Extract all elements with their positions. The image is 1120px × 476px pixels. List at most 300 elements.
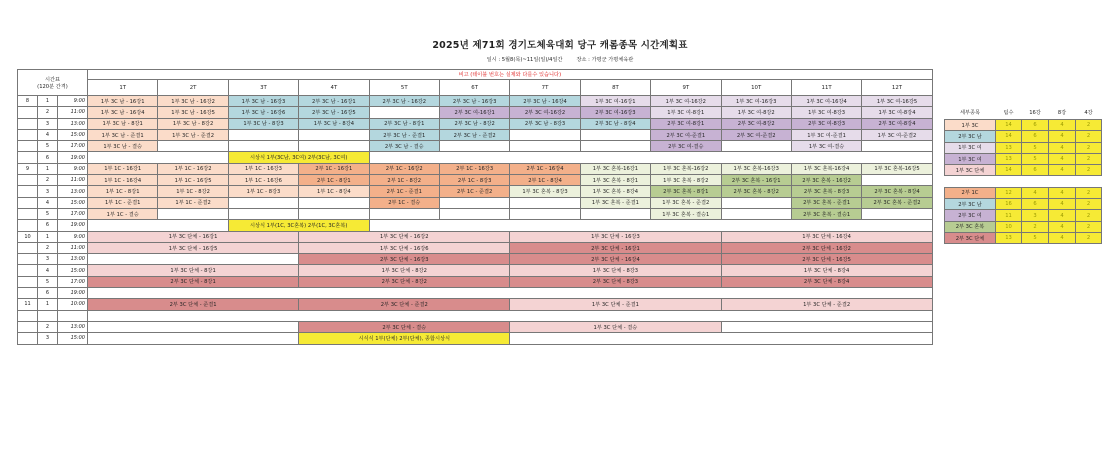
match-cell: [228, 208, 298, 219]
match-cell: 2부 3C 남 - 8강3: [510, 118, 580, 129]
day-cell: [18, 129, 38, 140]
round-cell: 5: [38, 276, 58, 287]
match-cell: 2부 3C 남 - 준결2: [439, 129, 509, 140]
match-cell: 2부 3C 혼복 - 16강1: [721, 175, 791, 186]
time-cell: 15:00: [58, 265, 88, 276]
count-cell: 14: [996, 165, 1022, 176]
match-cell: 1부 3C 혼복-16강3: [721, 163, 791, 174]
match-cell: 2부 3C 남 - 결승: [369, 141, 439, 152]
match-cell: 시식식 1부(단체) 2부(단체), 종합시상식: [299, 333, 510, 344]
day-cell: [18, 197, 38, 208]
round-cell: 1: [38, 231, 58, 242]
match-cell: 1부 3C 남 - 8강3: [228, 118, 298, 129]
table-number-header: 10T: [721, 80, 791, 96]
match-cell: 2부 3C 여-16강1: [439, 107, 509, 118]
count-cell: 5: [1022, 142, 1049, 153]
time-cell: 11:00: [58, 242, 88, 253]
count-cell: 11: [996, 210, 1022, 221]
match-cell: [299, 141, 369, 152]
match-cell: [369, 107, 439, 118]
match-cell: [88, 288, 933, 299]
match-cell: 1부 3C 혼복-16강5: [862, 163, 932, 174]
match-cell: 1부 3C 혼복 - 준결1: [580, 197, 650, 208]
time-cell: 15:00: [58, 129, 88, 140]
count-cell: 2: [1022, 221, 1049, 232]
match-cell: [721, 321, 932, 332]
schedule-row: [18, 265, 933, 276]
time-cell: 17:00: [58, 141, 88, 152]
match-cell: 1부 3C 단체 - 16강1: [88, 231, 299, 242]
match-cell: 1부 3C 남 - 16강5: [158, 107, 228, 118]
match-cell: 2부 3C 혼복 - 8강1: [651, 186, 721, 197]
match-cell: 1부 3C 혼복-16강1: [580, 163, 650, 174]
summary-header: 팀수: [1003, 109, 1014, 116]
match-cell: 1부 3C 혼복 - 8강2: [651, 175, 721, 186]
match-cell: [510, 208, 580, 219]
match-cell: 1부 3C 여-8강4: [862, 107, 932, 118]
match-cell: 1부 3C 여-8강1: [651, 107, 721, 118]
count-cell: 3: [1022, 210, 1049, 221]
day-cell: 9: [18, 163, 38, 174]
match-cell: 1부 3C 단체 - 16강2: [299, 231, 510, 242]
day-cell: [18, 276, 38, 287]
match-cell: [88, 333, 299, 344]
match-cell: 2부 3C 여-결승: [651, 141, 721, 152]
schedule-row: [18, 231, 933, 242]
match-cell: 1부 3C 남 - 8강2: [158, 118, 228, 129]
match-cell: 2부 3C 혼복 - 8강2: [721, 186, 791, 197]
match-cell: 2부 1C - 8강2: [369, 175, 439, 186]
header-note: 비고 (테이블 번호는 실제와 다를수 있습니다): [88, 70, 933, 80]
match-cell: 1부 3C 남 - 16강3: [228, 96, 298, 107]
count-cell: 2: [1076, 199, 1102, 210]
summary-row: [945, 221, 1102, 232]
match-cell: 1부 3C 여-16강2: [651, 96, 721, 107]
day-cell: [18, 208, 38, 219]
summary-header-row: [945, 105, 1102, 120]
round-cell: 5: [38, 141, 58, 152]
schedule-row: [18, 129, 933, 140]
count-cell: 2: [1076, 142, 1102, 153]
summary-row: [945, 153, 1102, 164]
table-number-row: [18, 80, 933, 96]
match-cell: [158, 141, 228, 152]
match-cell: 1부 1C - 준결2: [158, 197, 228, 208]
schedule-row: [18, 163, 933, 174]
summary-header: 16강: [1029, 109, 1041, 116]
count-cell: 4: [1022, 187, 1049, 198]
match-cell: 2부 3C 남 - 8강1: [369, 118, 439, 129]
count-cell: 10: [996, 221, 1022, 232]
summary-row: [945, 165, 1102, 176]
match-cell: 1부 1C - 8강1: [88, 186, 158, 197]
time-cell: 13:00: [58, 321, 88, 332]
count-cell: 6: [1022, 165, 1049, 176]
match-cell: 2부 3C 여-16강3: [580, 107, 650, 118]
match-cell: 2부 1C - 16강2: [369, 163, 439, 174]
summary-row: [945, 199, 1102, 210]
round-cell: 2: [38, 242, 58, 253]
table-number-header: 12T: [862, 80, 932, 96]
time-cell: 15:00: [58, 197, 88, 208]
count-cell: 2: [1076, 187, 1102, 198]
match-cell: 1부 3C 남 - 준결2: [158, 129, 228, 140]
count-cell: 4: [1049, 221, 1076, 232]
round-cell: 4: [38, 265, 58, 276]
match-cell: 1부 3C 혼복 - 8강1: [580, 175, 650, 186]
schedule-row: [18, 333, 933, 344]
event-name: 1부 3C 여: [945, 153, 996, 164]
match-cell: 1부 3C 여-16강4: [791, 96, 861, 107]
event-name: 2부 1C: [945, 187, 996, 198]
match-cell: 2부 3C 남 - 8강2: [439, 118, 509, 129]
match-cell: 2부 3C 혼복 - 16강2: [791, 175, 861, 186]
match-cell: 2부 3C 단체 - 16강3: [299, 254, 510, 265]
table-number-header: 7T: [510, 80, 580, 96]
count-cell: 6: [1022, 120, 1049, 131]
time-cell: 11:00: [58, 107, 88, 118]
summary-row: [945, 142, 1102, 153]
round-cell: 1: [38, 96, 58, 107]
match-cell: [228, 197, 298, 208]
match-cell: 2부 3C 남 - 16강2: [369, 96, 439, 107]
schedule-row: [18, 321, 933, 332]
event-info: [0, 56, 1120, 63]
day-cell: 8: [18, 96, 38, 107]
round-cell: 6: [38, 152, 58, 163]
match-cell: 2부 1C - 준결2: [439, 186, 509, 197]
match-cell: 1부 1C - 16강6: [228, 175, 298, 186]
match-cell: 2부 3C 단체 - 8강3: [510, 276, 721, 287]
time-cell: 19:00: [58, 288, 88, 299]
table-number-header: 1T: [88, 80, 158, 96]
event-name: 2부 3C 여: [945, 210, 996, 221]
count-cell: 6: [1022, 199, 1049, 210]
match-cell: 2부 3C 단체 - 16강4: [510, 254, 721, 265]
round-cell: [38, 310, 58, 321]
match-cell: 1부 3C 남 - 16강2: [158, 96, 228, 107]
count-cell: 12: [996, 187, 1022, 198]
match-cell: [721, 197, 791, 208]
match-cell: [299, 197, 369, 208]
match-cell: 2부 3C 여-8강1: [651, 118, 721, 129]
time-cell: 19:00: [58, 220, 88, 231]
match-cell: 1부 3C 혼복 - 8강3: [510, 186, 580, 197]
match-cell: [439, 208, 509, 219]
day-cell: 10: [18, 231, 38, 242]
count-cell: 2: [1076, 131, 1102, 142]
match-cell: [580, 129, 650, 140]
match-cell: 1부 3C 단체 - 결승: [510, 321, 721, 332]
time-cell: 15:00: [58, 333, 88, 344]
match-cell: [510, 197, 580, 208]
match-cell: [88, 152, 229, 163]
schedule-row: [18, 208, 933, 219]
match-cell: 1부 3C 단체 - 16강3: [510, 231, 721, 242]
match-cell: 2부 1C - 8강3: [439, 175, 509, 186]
round-cell: 4: [38, 197, 58, 208]
match-cell: [510, 141, 580, 152]
match-cell: [862, 175, 932, 186]
match-cell: [88, 321, 299, 332]
event-name: 1부 3C 단체: [945, 165, 996, 176]
match-cell: 2부 3C 단체 - 준결1: [88, 299, 299, 310]
day-cell: [18, 220, 38, 231]
time-cell: 9:00: [58, 163, 88, 174]
match-cell: 1부 3C 여-결승: [791, 141, 861, 152]
match-cell: 2부 1C - 8강4: [510, 175, 580, 186]
schedule-row: [18, 310, 933, 321]
day-cell: [18, 152, 38, 163]
match-cell: 1부 3C 단체 - 8강2: [299, 265, 510, 276]
event-name: 2부 3C 단체: [945, 232, 996, 243]
round-cell: 2: [38, 175, 58, 186]
round-cell: 1: [38, 163, 58, 174]
event-place: 장소 : 가평군 가평체육관: [576, 57, 634, 63]
count-cell: 13: [996, 142, 1022, 153]
match-cell: 2부 3C 단체 - 결승: [299, 321, 510, 332]
round-cell: 1: [38, 299, 58, 310]
day-cell: 11: [18, 299, 38, 310]
day-cell: [18, 186, 38, 197]
count-cell: 16: [996, 199, 1022, 210]
match-cell: 2부 3C 단체 - 16강5: [721, 254, 932, 265]
schedule-row: [18, 152, 933, 163]
schedule-row: [18, 186, 933, 197]
match-cell: 2부 3C 혼복 - 결승1: [791, 208, 861, 219]
summary-row: [945, 187, 1102, 198]
match-cell: 1부 3C 혼복-16강2: [651, 163, 721, 174]
time-cell: 11:00: [58, 175, 88, 186]
match-cell: [862, 141, 932, 152]
match-cell: [369, 152, 932, 163]
match-cell: 2부 1C - 16강3: [439, 163, 509, 174]
match-cell: 1부 1C - 8강4: [299, 186, 369, 197]
match-cell: 2부 3C 단체 - 8강1: [88, 276, 299, 287]
round-cell: 3: [38, 118, 58, 129]
match-cell: [439, 197, 509, 208]
summary-header: 8강: [1057, 109, 1067, 116]
event-name: 1부 3C 여: [945, 142, 996, 153]
count-cell: 4: [1049, 142, 1076, 153]
count-cell: 2: [1076, 120, 1102, 131]
event-name: 2부 3C 남: [945, 199, 996, 210]
match-cell: 1부 3C 남 - 16강1: [88, 96, 158, 107]
match-cell: [299, 129, 369, 140]
match-cell: [580, 141, 650, 152]
match-cell: 2부 3C 단체 - 8강2: [299, 276, 510, 287]
count-cell: 2: [1076, 165, 1102, 176]
time-cell: 9:00: [58, 231, 88, 242]
match-cell: [862, 208, 932, 219]
match-cell: 시상식 1부(3C남, 3C여) 2부(3C남, 3C여): [228, 152, 369, 163]
day-cell: [18, 321, 38, 332]
match-cell: [299, 208, 369, 219]
match-cell: 1부 1C - 결승: [88, 208, 158, 219]
match-cell: [369, 208, 439, 219]
event-date: 일시 : 5월8(목)~11일(일)/4일간: [486, 57, 563, 63]
match-cell: 1부 1C - 16강5: [158, 175, 228, 186]
match-cell: [88, 310, 933, 321]
match-cell: 1부 3C 남 - 결승: [88, 141, 158, 152]
match-cell: [88, 254, 299, 265]
summary-row: [945, 120, 1102, 131]
count-cell: 4: [1049, 165, 1076, 176]
match-cell: 1부 3C 여-준결1: [791, 129, 861, 140]
page-title: 2025년 제71회 경기도체육대회 당구 캐롬종목 시간계획표: [432, 40, 688, 51]
count-cell: 14: [996, 131, 1022, 142]
round-cell: 2: [38, 321, 58, 332]
round-cell: 6: [38, 288, 58, 299]
match-cell: 1부 3C 단체 - 16강6: [299, 242, 510, 253]
count-cell: 5: [1022, 232, 1049, 243]
match-cell: [228, 141, 298, 152]
day-cell: [18, 265, 38, 276]
count-cell: 13: [996, 232, 1022, 243]
event-name: 2부 3C 혼복: [945, 221, 996, 232]
schedule-table: [17, 69, 933, 345]
match-cell: 1부 3C 여-8강3: [791, 107, 861, 118]
match-cell: [580, 208, 650, 219]
count-cell: 4: [1049, 187, 1076, 198]
schedule-row: [18, 197, 933, 208]
round-cell: 6: [38, 220, 58, 231]
match-cell: 1부 1C - 16강2: [158, 163, 228, 174]
match-cell: 1부 3C 여-16강3: [721, 96, 791, 107]
count-cell: 4: [1049, 199, 1076, 210]
gap-cell: [945, 176, 1102, 187]
time-cell: [58, 310, 88, 321]
time-cell: 13:00: [58, 186, 88, 197]
time-cell: 13:00: [58, 118, 88, 129]
time-cell: 10:00: [58, 299, 88, 310]
match-cell: 1부 3C 여-8강2: [721, 107, 791, 118]
table-number-header: 6T: [439, 80, 509, 96]
count-cell: 2: [1076, 153, 1102, 164]
match-cell: 1부 3C 단체 - 8강3: [510, 265, 721, 276]
schedule-row: [18, 299, 933, 310]
round-cell: 3: [38, 186, 58, 197]
count-cell: 14: [996, 120, 1022, 131]
schedule-row: [18, 220, 933, 231]
schedule-row: [18, 288, 933, 299]
match-cell: 1부 3C 남 - 준결1: [88, 129, 158, 140]
table-number-header: 3T: [228, 80, 298, 96]
match-cell: [721, 208, 791, 219]
match-cell: 1부 3C 단체 - 16강5: [88, 242, 299, 253]
count-cell: 4: [1049, 232, 1076, 243]
event-name: 1부 3C: [945, 120, 996, 131]
match-cell: 1부 3C 여-16강1: [580, 96, 650, 107]
match-cell: 1부 3C 단체 - 준결2: [721, 299, 932, 310]
match-cell: 1부 1C - 준결1: [88, 197, 158, 208]
match-cell: 2부 3C 남 - 8강4: [580, 118, 650, 129]
day-cell: [18, 118, 38, 129]
round-cell: 4: [38, 129, 58, 140]
match-cell: 1부 1C - 8강2: [158, 186, 228, 197]
match-cell: 2부 3C 여-8강3: [791, 118, 861, 129]
match-cell: 2부 3C 혼복 - 8강4: [862, 186, 932, 197]
count-cell: 4: [1049, 210, 1076, 221]
day-cell: [18, 310, 38, 321]
summary-gap: [945, 176, 1102, 187]
time-cell: 17:00: [58, 276, 88, 287]
round-cell: 5: [38, 208, 58, 219]
count-cell: 4: [1049, 131, 1076, 142]
match-cell: 2부 3C 혼복 - 8강3: [791, 186, 861, 197]
table-number-header: 5T: [369, 80, 439, 96]
match-cell: 2부 3C 남 - 16강1: [299, 96, 369, 107]
match-cell: [228, 129, 298, 140]
round-cell: 2: [38, 107, 58, 118]
count-cell: 6: [1022, 131, 1049, 142]
summary-row: [945, 210, 1102, 221]
day-cell: [18, 107, 38, 118]
match-cell: [158, 208, 228, 219]
table-number-header: 9T: [651, 80, 721, 96]
match-cell: 2부 3C 단체 - 16강1: [510, 242, 721, 253]
match-cell: 1부 3C 혼복 - 결승1: [651, 208, 721, 219]
schedule-row: [18, 107, 933, 118]
count-cell: 5: [1022, 153, 1049, 164]
match-cell: 2부 1C - 준결1: [369, 186, 439, 197]
table-number-header: 2T: [158, 80, 228, 96]
match-cell: [721, 141, 791, 152]
time-cell: 9:00: [58, 96, 88, 107]
match-cell: 1부 3C 단체 - 16강4: [721, 231, 932, 242]
table-number-header: 11T: [791, 80, 861, 96]
time-header: 시간표 (120분 간격): [18, 70, 88, 96]
round-cell: 3: [38, 254, 58, 265]
match-cell: 1부 3C 남 - 16강6: [228, 107, 298, 118]
schedule-row: [18, 175, 933, 186]
count-cell: 2: [1076, 221, 1102, 232]
match-cell: 2부 3C 단체 - 8강4: [721, 276, 932, 287]
event-name: 2부 3C 남: [945, 131, 996, 142]
match-cell: 1부 3C 단체 - 준결1: [510, 299, 721, 310]
match-cell: [510, 333, 932, 344]
day-cell: [18, 242, 38, 253]
match-cell: 2부 3C 여-8강4: [862, 118, 932, 129]
match-cell: 1부 3C 혼복 - 8강4: [580, 186, 650, 197]
time-cell: 19:00: [58, 152, 88, 163]
header-row: [18, 70, 933, 80]
summary-header: 4강: [1084, 109, 1093, 116]
count-cell: 4: [1049, 120, 1076, 131]
match-cell: [439, 141, 509, 152]
schedule-row: [18, 242, 933, 253]
match-cell: 2부 3C 단체 - 16강2: [721, 242, 932, 253]
match-cell: 2부 3C 남 - 준결1: [369, 129, 439, 140]
day-cell: [18, 254, 38, 265]
table-number-header: 8T: [580, 80, 650, 96]
match-cell: 2부 3C 단체 - 준결2: [299, 299, 510, 310]
summary-header: 세부종목: [959, 109, 981, 116]
day-cell: [18, 288, 38, 299]
schedule-row: [18, 141, 933, 152]
match-cell: 1부 3C 여-16강5: [862, 96, 932, 107]
match-cell: 2부 3C 남 - 16강5: [299, 107, 369, 118]
match-cell: 2부 1C - 16강4: [510, 163, 580, 174]
count-cell: 2: [1076, 232, 1102, 243]
match-cell: 2부 3C 혼복 - 준결2: [862, 197, 932, 208]
summary-row: [945, 232, 1102, 243]
match-cell: 1부 3C 혼복 - 준결2: [651, 197, 721, 208]
match-cell: 2부 3C 남 - 16강3: [439, 96, 509, 107]
day-cell: [18, 175, 38, 186]
match-cell: 1부 3C 남 - 8강1: [88, 118, 158, 129]
match-cell: [369, 220, 932, 231]
